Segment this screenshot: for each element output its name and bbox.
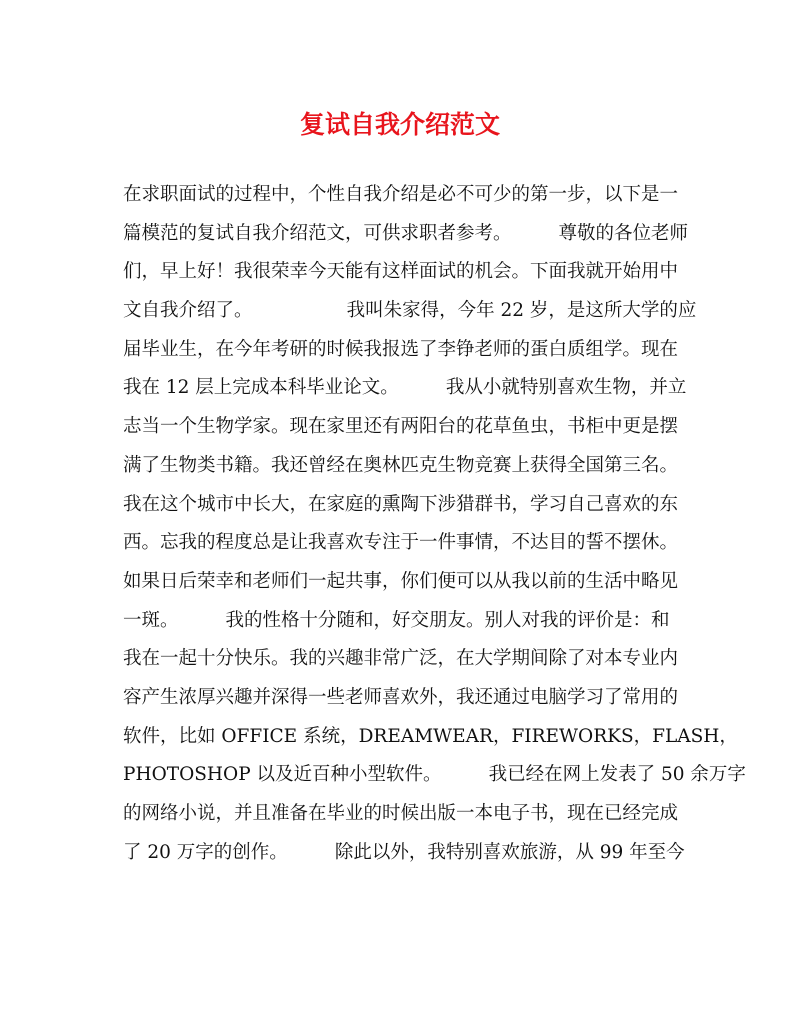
body-line: 容产生浓厚兴趣并深得一些老师喜欢外，我还通过电脑学习了常用的 bbox=[123, 686, 679, 708]
body-line: 了 20 万字的创作。 除此以外，我特别喜欢旅游，从 99 年至今 bbox=[123, 841, 685, 863]
body-line: 西。忘我的程度总是让我喜欢专注于一件事情，不达目的誓不摆休。 bbox=[123, 532, 679, 554]
body-line: 我在这个城市中长大，在家庭的熏陶下涉猎群书，学习自己喜欢的东 bbox=[123, 493, 679, 515]
body-line: 我在 12 层上完成本科毕业论文。 我从小就特别喜欢生物，并立 bbox=[123, 377, 687, 399]
body-line: 们，早上好！我很荣幸今天能有这样面试的机会。下面我就开始用中 bbox=[123, 261, 679, 283]
body-line: 在求职面试的过程中，个性自我介绍是必不可少的第一步，以下是一 bbox=[123, 184, 679, 205]
body-line: 届毕业生，在今年考研的时候我报选了李铮老师的蛋白质组学。现在 bbox=[123, 338, 679, 360]
body-line: 文自我介绍了。 我叫朱家得，今年 22 岁，是这所大学的应 bbox=[123, 300, 697, 322]
document-title: 复试自我介绍范文 bbox=[299, 110, 500, 139]
body-line: 我在一起十分快乐。我的兴趣非常广泛，在大学期间除了对本专业内 bbox=[123, 648, 679, 670]
body-line: 的网络小说，并且准备在毕业的时候出版一本电子书，现在已经完成 bbox=[123, 803, 679, 824]
body-line: PHOTOSHOP 以及近百种小型软件。 我已经在网上发表了 50 余万字 bbox=[123, 764, 746, 786]
document-body bbox=[123, 176, 746, 872]
body-line: 软件，比如 OFFICE 系统，DREAMWEAR，FIREWORKS，FLASH， bbox=[123, 725, 738, 747]
body-line: 篇模范的复试自我介绍范文，可供求职者参考。 尊敬的各位老师 bbox=[123, 222, 689, 244]
body-line: 一斑。 我的性格十分随和，好交朋友。别人对我的评价是：和 bbox=[123, 609, 670, 631]
body-line: 志当一个生物学家。现在家里还有两阳台的花草鱼虫，书柜中更是摆 bbox=[123, 416, 679, 438]
body-line: 满了生物类书籍。我还曾经在奥林匹克生物竞赛上获得全国第三名。 bbox=[123, 454, 679, 476]
body-line: 如果日后荣幸和老师们一起共事，你们便可以从我以前的生活中略见 bbox=[123, 570, 679, 592]
